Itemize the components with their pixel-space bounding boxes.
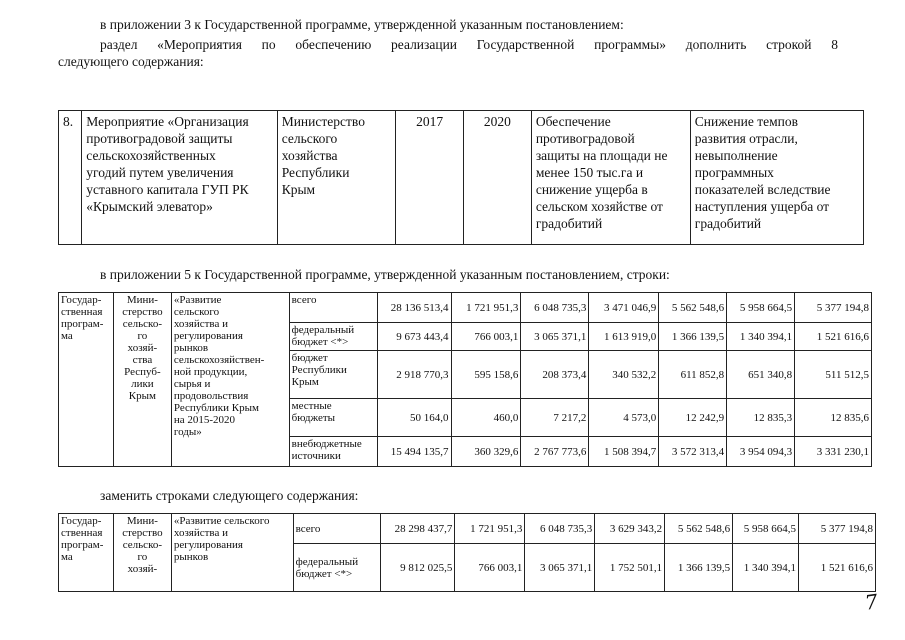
- value-cell: 6 048 735,3: [525, 514, 595, 544]
- paragraph-appendix-5: в приложении 5 к Государственной программе, утвержденной указанным постановлением, строки:: [100, 267, 670, 282]
- value-cell: 6 048 735,3: [521, 293, 589, 323]
- value-cell: 340 532,2: [589, 351, 659, 399]
- value-cell: 3 065 371,1: [521, 323, 589, 351]
- source-label: всего: [289, 293, 377, 323]
- value-cell: 460,0: [451, 399, 521, 437]
- value-cell: 5 377 194,8: [795, 293, 872, 323]
- value-cell: 208 373,4: [521, 351, 589, 399]
- value-cell: 1 340 394,1: [733, 544, 799, 592]
- value-cell: 1 521 616,6: [795, 323, 872, 351]
- value-cell: 12 835,6: [795, 399, 872, 437]
- value-cell: 1 613 919,0: [589, 323, 659, 351]
- value-cell: 611 852,8: [659, 351, 727, 399]
- intro-line-2: раздел «Мероприятия по обеспечению реализации Государственной программы» дополнить строкой 8: [100, 37, 838, 52]
- value-cell: 15 494 135,7: [377, 437, 451, 467]
- program-name-cell: «Развитие сельского хозяйства и регулирования рынков: [171, 514, 293, 592]
- value-cell: 5 377 194,8: [799, 514, 876, 544]
- row-number: 8.: [59, 111, 82, 245]
- value-cell: 12 242,9: [659, 399, 727, 437]
- program-name-cell: «Развитие сельского хозяйства и регулирования рынков сельскохозяйствен- ной продукции, сырья и продовольствия Республики Крым на 2015-2020 годы»: [171, 293, 289, 467]
- value-cell: 3 471 046,9: [589, 293, 659, 323]
- value-cell: 1 521 616,6: [799, 544, 876, 592]
- value-cell: 766 003,1: [455, 544, 525, 592]
- expected-result: Обеспечение противоградовой защиты на площади не менее 150 тыс.га и снижение ущерба в сельском хозяйстве от градобитий: [531, 111, 690, 245]
- value-cell: 511 512,5: [795, 351, 872, 399]
- source-label: местные бюджеты: [289, 399, 377, 437]
- value-cell: 1 366 139,5: [659, 323, 727, 351]
- value-cell: 50 164,0: [377, 399, 451, 437]
- source-label: всего: [293, 514, 381, 544]
- activities-table: [58, 110, 864, 245]
- value-cell: 5 958 664,5: [727, 293, 795, 323]
- status-cell: Государ- ственная програм- ма: [59, 514, 114, 592]
- year-end: 2020: [464, 111, 532, 245]
- value-cell: 28 298 437,7: [381, 514, 455, 544]
- value-cell: 651 340,8: [727, 351, 795, 399]
- value-cell: 3 954 094,3: [727, 437, 795, 467]
- value-cell: 2 918 770,3: [377, 351, 451, 399]
- responsible-ministry: Министерство сельского хозяйства Республики Крым: [277, 111, 395, 245]
- value-cell: 4 573,0: [589, 399, 659, 437]
- value-cell: 9 812 025,5: [381, 544, 455, 592]
- value-cell: 3 572 313,4: [659, 437, 727, 467]
- value-cell: 1 721 951,3: [451, 293, 521, 323]
- value-cell: 1 508 394,7: [589, 437, 659, 467]
- value-cell: 3 065 371,1: [525, 544, 595, 592]
- value-cell: 766 003,1: [451, 323, 521, 351]
- value-cell: 12 835,3: [727, 399, 795, 437]
- value-cell: 5 958 664,5: [733, 514, 799, 544]
- value-cell: 2 767 773,6: [521, 437, 589, 467]
- source-label: федеральный бюджет <*>: [293, 544, 381, 592]
- financing-table-old: [58, 292, 872, 467]
- value-cell: 3 331 230,1: [795, 437, 872, 467]
- value-cell: 28 136 513,4: [377, 293, 451, 323]
- source-label: федеральный бюджет <*>: [289, 323, 377, 351]
- table-row: [59, 111, 864, 245]
- value-cell: 360 329,6: [451, 437, 521, 467]
- value-cell: 5 562 548,6: [665, 514, 733, 544]
- activity-name: Мероприятие «Организация противоградовой защиты сельскохозяйственных угодий путем увеличения уставного капитала ГУП РК «Крымский элеватор»: [82, 111, 277, 245]
- paragraph-replace: заменить строками следующего содержания:: [100, 488, 359, 503]
- financing-table-new: [58, 513, 876, 592]
- table-row: [59, 514, 876, 544]
- ministry-cell: Мини- стерство сельско- го хозяй-: [113, 514, 171, 592]
- value-cell: 1 752 501,1: [595, 544, 665, 592]
- status-cell: Государ- ственная програм- ма: [59, 293, 114, 467]
- source-label: внебюджетные источники: [289, 437, 377, 467]
- year-start: 2017: [396, 111, 464, 245]
- value-cell: 595 158,6: [451, 351, 521, 399]
- value-cell: 1 340 394,1: [727, 323, 795, 351]
- value-cell: 1 721 951,3: [455, 514, 525, 544]
- table-row: [59, 293, 872, 323]
- consequences: Снижение темпов развития отрасли, невыполнение программных показателей вследствие наступления ущерба от градобитий: [690, 111, 863, 245]
- handwritten-mark: 7: [863, 589, 880, 615]
- value-cell: 1 366 139,5: [665, 544, 733, 592]
- value-cell: 9 673 443,4: [377, 323, 451, 351]
- ministry-cell: Мини- стерство сельско- го хозяй- ства Респуб- лики Крым: [113, 293, 171, 467]
- intro-line-3: следующего содержания:: [58, 54, 204, 69]
- value-cell: 5 562 548,6: [659, 293, 727, 323]
- source-label: бюджет Республики Крым: [289, 351, 377, 399]
- value-cell: 3 629 343,2: [595, 514, 665, 544]
- intro-line-1: в приложении 3 к Государственной программе, утвержденной указанным постановлением:: [100, 17, 624, 32]
- value-cell: 7 217,2: [521, 399, 589, 437]
